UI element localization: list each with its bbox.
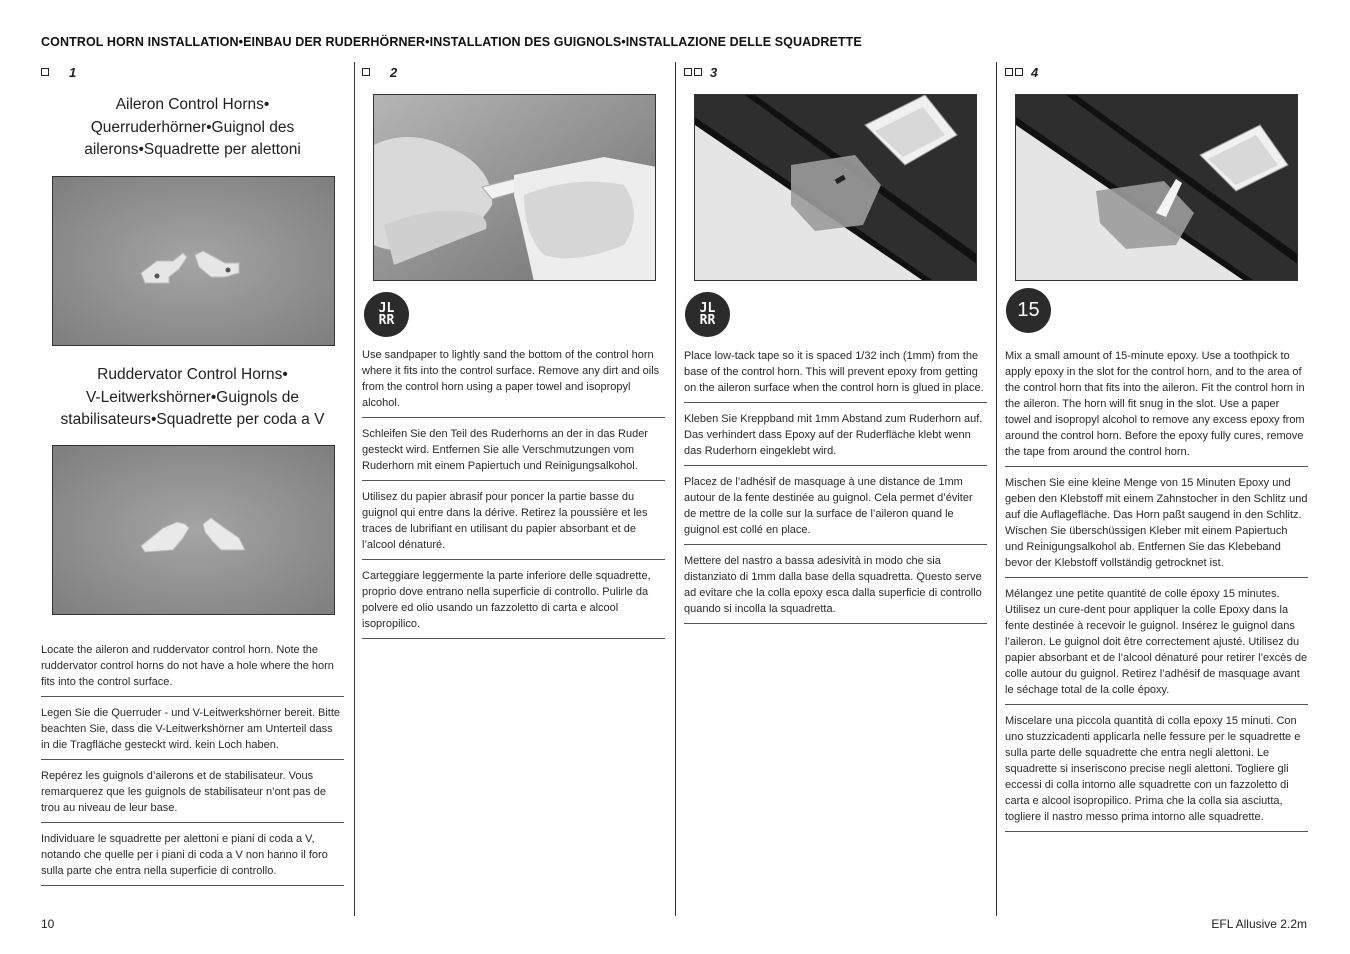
step-1-column xyxy=(41,62,344,162)
step-1-heading xyxy=(41,62,344,82)
instruction-it: Carteggiare leggermente la parte inferiore delle squadrette, proprio dove entrano nella superficie di controllo. Pulirle da polvere ed olio usando un fazzoletto di carta e alcool isopropilico. xyxy=(362,564,665,639)
step-2-heading xyxy=(362,62,665,82)
checkbox-icon[interactable] xyxy=(1015,68,1023,76)
instruction-fr: Placez de l’adhésif de masquage à une distance de 1mm autour de la fente destinée au guignol. Cela permet d’éviter de mettre de la colle sur la surface de l’aileron quand le guignol est collé en place. xyxy=(684,470,987,545)
instruction-en: Place low-tack tape so it is spaced 1/32 inch (1mm) from the base of the control horn. This will prevent epoxy from getting on the aileron surface when the control horn is glued in place. xyxy=(684,344,987,403)
column-divider xyxy=(354,62,355,916)
instruction-de: Legen Sie die Querruder - und V-Leitwerkshörner bereit. Bitte beachten Sie, dass die V-Leitwerkshörner am Unterteil dass in die Tragfläche gesteckt wird. kein Loch haben. xyxy=(41,701,344,760)
instruction-it: Individuare le squadrette per alettoni e piani di coda a V, notando che quelle per i piani di coda a V non hanno il foro sulla parte che entra nella superficie di controllo. xyxy=(41,827,344,886)
step-3-text xyxy=(684,344,987,624)
step-number: 4 xyxy=(1031,64,1039,80)
product-name: EFL Allusive 2.2m xyxy=(1211,917,1307,931)
page-number: 10 xyxy=(41,917,55,931)
instruction-en: Mix a small amount of 15-minute epoxy. Use a toothpick to apply epoxy in the slot for the control horn, and to the area of the control horn that fits into the aileron. Fit the control horn in the aileron. The horn will fit snug in the slot. Use a paper towel and isopropyl alcohol to remove any excess epoxy from around the control horn. Before the epoxy fully cures, remove the tape from around the control horn. xyxy=(1005,344,1308,467)
checkbox-icon[interactable] xyxy=(694,68,702,76)
instruction-fr: Repérez les guignols d’ailerons et de stabilisateur. Vous remarquerez que les guignols de stabilisateur n’ont pas de trou au niveau de leur base. xyxy=(41,764,344,823)
gluing-photo xyxy=(1015,94,1298,281)
step-2-column xyxy=(362,62,665,82)
instruction-it: Mettere del nastro a bassa adesività in modo che sia distanziato di 1mm dalla base della squadretta. Questo serve ad evitare che la colla epoxy esca dalla superficie di controllo quando si incolla la squadretta. xyxy=(684,549,987,624)
step-1-text xyxy=(41,638,344,886)
ruddervator-horns-photo xyxy=(52,445,335,615)
step-4-text xyxy=(1005,344,1308,832)
step-3-heading xyxy=(684,62,987,82)
ruddervator-horns-title: Ruddervator Control Horns• V-Leitwerkshörner•Guignols de stabilisateurs•Squadrette per coda a V xyxy=(60,366,325,428)
instruction-fr: Mélangez une petite quantité de colle époxy 15 minutes. Utilisez un cure-dent pour appliquer la colle Epoxy dans la fente destinée à recevoir le guignol. Insérez le guignol dans l’aileron. Le guignol doit être correctement ajusté. Utilisez du papier absorbant et de l’alcool dénaturé pour retirer l’excès de colle autour du guignol. Retirez l’adhésif de masquage avant le séchage total de la colle époxy. xyxy=(1005,582,1308,705)
instruction-en: Locate the aileron and ruddervator control horn. Note the ruddervator control horns do not have a hole where the horn fits into the control surface. xyxy=(41,638,344,697)
step-3-column xyxy=(684,62,987,82)
instruction-de: Mischen Sie eine kleine Menge von 15 Minuten Epoxy und geben den Klebstoff mit einem Zahnstocher in den Schlitz und auf die Auflagefläche. Das Horn paßt saugend in den Schlitz. Wischen Sie überschüssigen Kleber mit einem Papiertuch und Reinigungsalkohol ab. Entfernen Sie das Klebeband bevor der Klebstoff vollständig getrocknet ist. xyxy=(1005,471,1308,578)
instruction-de: Schleifen Sie den Teil des Ruderhorns an der in das Ruder gesteckt wird. Entfernen Sie alle Verschmutzungen vom Ruderhorn mit einem Papiertuch und Reinigungsalkohol. xyxy=(362,422,665,481)
instruction-it: Miscelare una piccola quantità di colla epoxy 15 minuti. Con uno stuzzicadenti applicarla nelle fessure per le squadrette e sulla parte delle squadrette che entra negli alettoni. Le squadrette si inseriscono precise negli alettoni. Togliere gli eccessi di colla intorno alle squadrette con un fazzoletto di carta e alcool isopropilico. Prima che la colla sia asciutta, togliere il nastro messo prima intorno alle squadrette. xyxy=(1005,709,1308,832)
checkbox-icon[interactable] xyxy=(684,68,692,76)
column-divider xyxy=(675,62,676,916)
instruction-en: Use sandpaper to lightly sand the bottom of the control horn where it fits into the control surface. Remove any dirt and oils from the control horn using a paper towel and isopropyl alcohol. xyxy=(362,343,665,418)
step-number: 3 xyxy=(710,64,718,80)
taping-photo xyxy=(694,94,977,281)
tape-tool-icon: JL RR xyxy=(685,292,730,337)
aileron-horns-photo xyxy=(52,176,335,346)
checkbox-icon[interactable] xyxy=(41,68,49,76)
step-2-text xyxy=(362,343,665,639)
step-4-heading xyxy=(1005,62,1308,82)
step-number: 2 xyxy=(390,64,398,80)
aileron-horns-title: Aileron Control Horns• Querruderhörner•Guignol des ailerons•Squadrette per alettoni xyxy=(84,96,301,158)
instruction-de: Kleben Sie Kreppband mit 1mm Abstand zum Ruderhorn auf. Das verhindert dass Epoxy auf der Ruderfläche klebt wenn das Ruderhorn eingeklebt wird. xyxy=(684,407,987,466)
epoxy-15-minute-icon: 15 xyxy=(1006,288,1051,333)
step-number: 1 xyxy=(69,64,77,80)
instruction-fr: Utilisez du papier abrasif pour poncer la partie basse du guignol qui entre dans la dérive. Retirez la poussière et les traces de lubrifiant en utilisant du papier absorbant et de l’alcool dénaturé. xyxy=(362,485,665,560)
column-divider xyxy=(996,62,997,916)
sandpaper-tool-icon: JL RR xyxy=(364,292,409,337)
sanding-photo xyxy=(373,94,656,281)
checkbox-icon[interactable] xyxy=(362,68,370,76)
checkbox-icon[interactable] xyxy=(1005,68,1013,76)
step-4-column xyxy=(1005,62,1308,82)
page-header: CONTROL HORN INSTALLATION•EINBAU DER RUDERHÖRNER•INSTALLATION DES GUIGNOLS•INSTALLAZIONE DELLE SQUADRETTE xyxy=(41,35,862,49)
